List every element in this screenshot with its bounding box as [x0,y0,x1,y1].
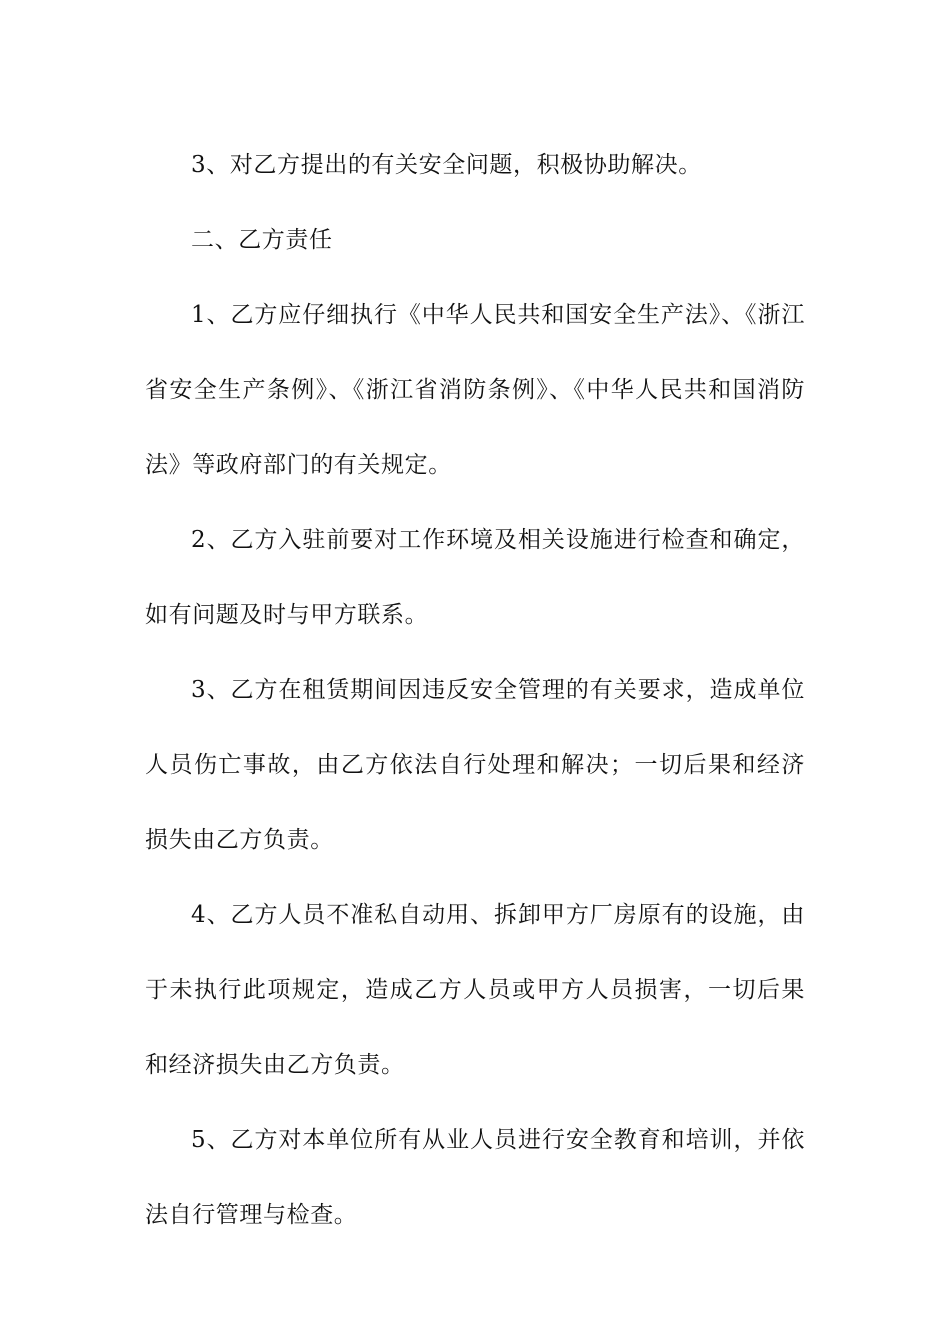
paragraph-item-5-party-b: 5、乙方对本单位所有从业人员进行安全教育和培训，并依法自行管理与检查。 [145,1127,805,1228]
paragraph-item-2-party-b: 2、乙方入驻前要对工作环境及相关设施进行检查和确定，如有问题及时与甲方联系。 [145,527,805,628]
paragraph-item-3-party-a: 3、对乙方提出的有关安全问题，积极协助解决。 [191,152,702,178]
section-heading-party-b-responsibilities: 二、乙方责任 [191,227,333,253]
paragraph-item-3-party-b: 3、乙方在租赁期间因违反安全管理的有关要求，造成单位人员伤亡事故，由乙方依法自行处理和解决；一切后果和经济损失由乙方负责。 [145,677,805,853]
paragraph-item-4-party-b: 4、乙方人员不准私自动用、拆卸甲方厂房原有的设施，由于未执行此项规定，造成乙方人员或甲方人员损害，一切后果和经济损失由乙方负责。 [145,902,805,1078]
paragraph-item-1-party-b: 1、乙方应仔细执行《中华人民共和国安全生产法》、《浙江省安全生产条例》、《浙江省消防条例》、《中华人民共和国消防法》等政府部门的有关规定。 [145,302,805,478]
document-body [145,128,805,1253]
